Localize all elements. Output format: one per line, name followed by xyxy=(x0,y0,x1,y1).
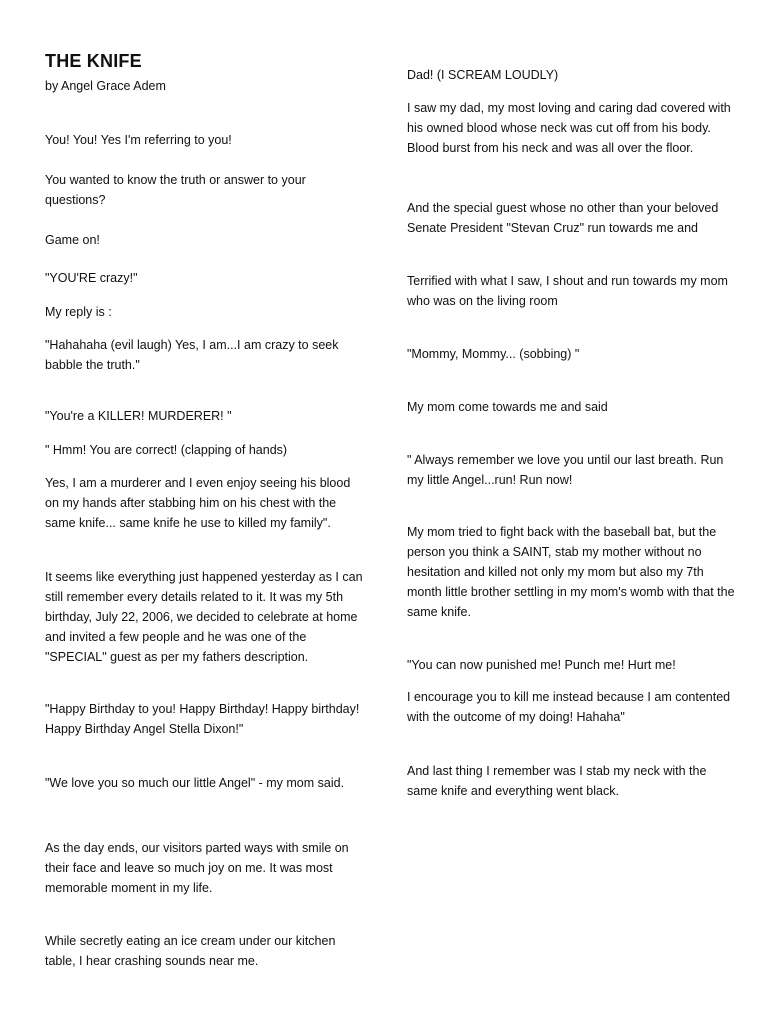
paragraph: I saw my dad, my most loving and caring dad covered with his owned blood whose neck was cut off from his body. Blood burst from his neck and was all over the floor. xyxy=(407,101,731,155)
paragraph: Game on! xyxy=(45,233,100,247)
document-title: THE KNIFE xyxy=(45,51,142,71)
paragraph: "You're a KILLER! MURDERER! " xyxy=(45,409,232,423)
paragraph: Yes, I am a murderer and I even enjoy seeing his blood on my hands after stabbing him on his chest with the same knife... same knife he use to killed my family". xyxy=(45,476,351,530)
paragraph: Dad! (I SCREAM LOUDLY) xyxy=(407,68,559,82)
paragraph: As the day ends, our visitors parted ways with smile on their face and leave so much joy on me. It was most memorable moment in my life. xyxy=(45,841,349,895)
paragraph: You! You! Yes I'm referring to you! xyxy=(45,133,232,147)
paragraph: "Happy Birthday to you! Happy Birthday! Happy birthday! Happy Birthday Angel Stella Dixon!" xyxy=(45,702,360,736)
paragraph: And last thing I remember was I stab my neck with the same knife and everything went black. xyxy=(407,764,707,798)
paragraph: My reply is : xyxy=(45,305,112,319)
paragraph: Terrified with what I saw, I shout and run towards my mom who was on the living room xyxy=(407,274,728,308)
paragraph: "Hahahaha (evil laugh) Yes, I am...I am crazy to seek babble the truth." xyxy=(45,338,339,372)
paragraph: "YOU'RE crazy!" xyxy=(45,271,138,285)
paragraph: "Mommy, Mommy... (sobbing) " xyxy=(407,347,580,361)
paragraph: "We love you so much our little Angel" - my mom said. xyxy=(45,776,345,790)
paragraph: While secretly eating an ice cream under our kitchen table, I hear crashing sounds near me. xyxy=(45,934,336,968)
paragraph: I encourage you to kill me instead because I am contented with the outcome of my doing! Hahaha" xyxy=(407,690,731,724)
paragraph: It seems like everything just happened yesterday as I can still remember every details related to it. It was my 5th birthday, July 22, 2006, we decided to celebrate at home and invited a few people and he was one of the "SPECIAL" guest as per my fathers description. xyxy=(45,570,363,664)
author-byline: by Angel Grace Adem xyxy=(45,79,166,93)
paragraph: And the special guest whose no other than your beloved Senate President "Stevan Cruz" run towards me and xyxy=(407,201,719,235)
paragraph: " Always remember we love you until our last breath. Run my little Angel...run! Run now! xyxy=(407,453,724,487)
paragraph: " Hmm! You are correct! (clapping of hands) xyxy=(45,443,288,457)
paragraph: "You can now punished me! Punch me! Hurt me! xyxy=(407,658,676,672)
paragraph: My mom tried to fight back with the baseball bat, but the person you think a SAINT, stab my mother without no hesitation and killed not only my mom but also my 7th month little brother settling in my mom's womb with that the same knife. xyxy=(407,525,735,619)
paragraph: You wanted to know the truth or answer to your questions? xyxy=(45,173,306,207)
paragraph: My mom come towards me and said xyxy=(407,400,608,414)
